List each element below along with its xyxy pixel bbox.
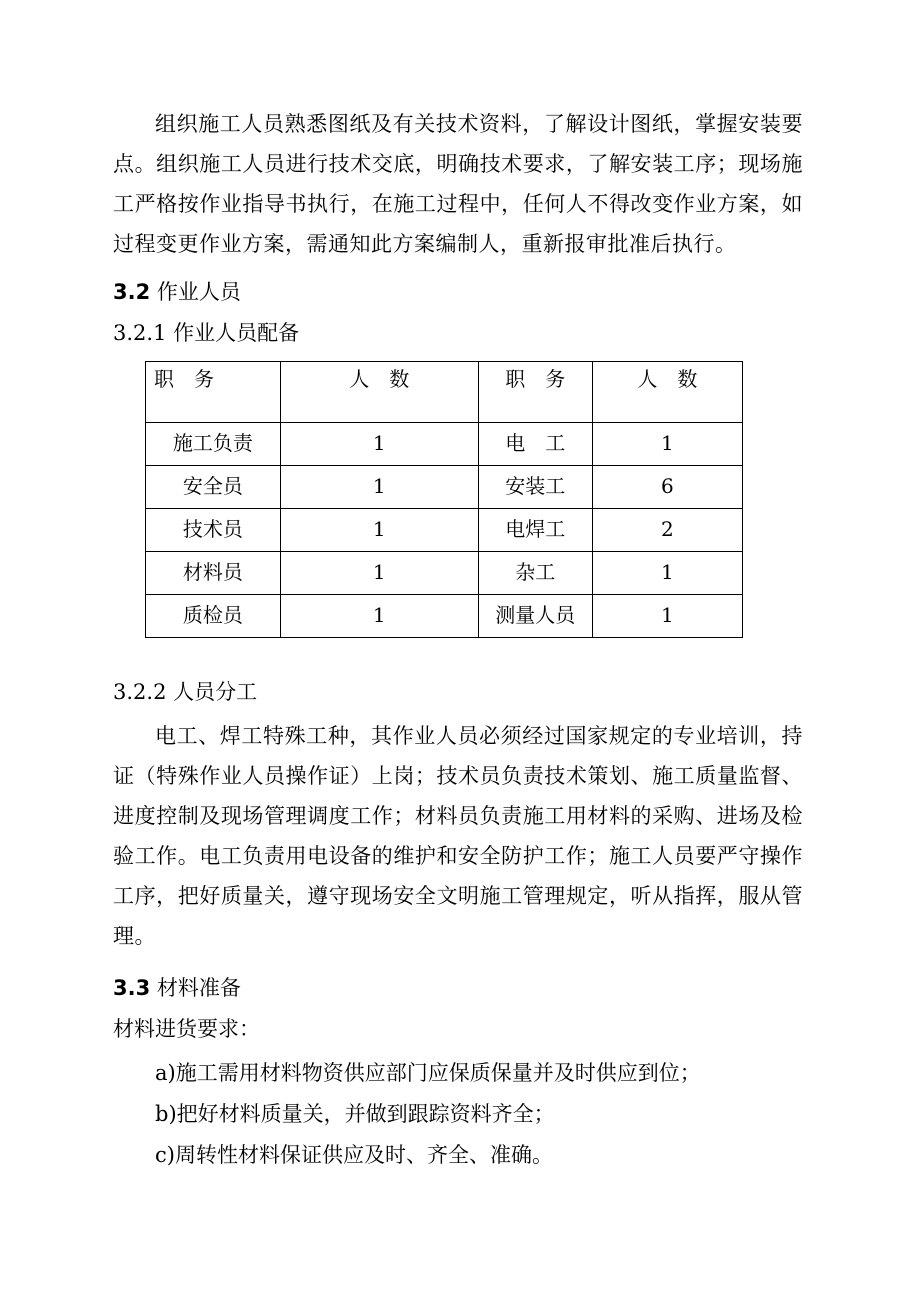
- table-cell: 1: [280, 466, 478, 509]
- division-paragraph: 电工、焊工特殊工种，其作业人员必须经过国家规定的专业培训，持证（特殊作业人员操作证）上岗；技术员负责技术策划、施工质量监督、进度控制及现场管理调度工作；材料员负责施工用材料的采购、进场及检验工作。电工负责用电设备的维护和安全防护工作；施工人员要严守操作工序，把好质量关，遵守现场安全文明施工管理规定，听从指挥，服从管理。: [113, 724, 803, 948]
- header-cell-count: 人 数: [592, 362, 742, 423]
- header-cell-position: 职 务: [146, 362, 281, 423]
- section-title: 人员分工: [173, 680, 258, 704]
- material-requirement-label: 材料进货要求：: [113, 1017, 260, 1041]
- header-cell-count: 人 数: [280, 362, 478, 423]
- table-row: [146, 509, 743, 552]
- section-title: 材料准备: [156, 976, 241, 1000]
- table-cell: 1: [592, 595, 742, 638]
- table-cell: 1: [592, 552, 742, 595]
- header-cell-position: 职 务: [478, 362, 592, 423]
- table-row: [146, 466, 743, 509]
- table-cell: 测量人员: [478, 595, 592, 638]
- table-cell: 1: [280, 552, 478, 595]
- table-cell: 6: [592, 466, 742, 509]
- table-row: [146, 423, 743, 466]
- section-number: 3.2.1: [113, 321, 167, 345]
- section-number: 3.2.2: [113, 680, 167, 704]
- table-cell: 安装工: [478, 466, 592, 509]
- table-cell: 1: [280, 509, 478, 552]
- table-cell: 材料员: [146, 552, 281, 595]
- table-row: [146, 552, 743, 595]
- section-number: 3.3: [113, 976, 151, 1000]
- section-3-2-heading: [113, 277, 241, 307]
- material-item: a)施工需用材料物资供应部门应保质保量并及时供应到位；: [155, 1061, 701, 1085]
- table-header-row: [146, 362, 743, 423]
- section-title: 作业人员配备: [173, 321, 300, 345]
- staffing-table: [145, 361, 743, 638]
- table-cell: 质检员: [146, 595, 281, 638]
- table-cell: 施工负责: [146, 423, 281, 466]
- table-cell: 1: [280, 595, 478, 638]
- section-3-2-1-heading: [113, 318, 299, 348]
- section-number: 3.2: [113, 280, 151, 304]
- section-3-3-heading: [113, 973, 241, 1003]
- table-row: [146, 595, 743, 638]
- intro-paragraph: 组织施工人员熟悉图纸及有关技术资料，了解设计图纸，掌握安装要点。组织施工人员进行技术交底，明确技术要求，了解安装工序；现场施工严格按作业指导书执行，在施工过程中，任何人不得改变作业方案，如过程变更作业方案，需通知此方案编制人，重新报审批准后执行。: [113, 112, 803, 256]
- table-cell: 杂工: [478, 552, 592, 595]
- table-cell: 1: [280, 423, 478, 466]
- table-cell: 1: [592, 423, 742, 466]
- table-cell: 电焊工: [478, 509, 592, 552]
- table-cell: 安全员: [146, 466, 281, 509]
- table-cell: 电 工: [478, 423, 592, 466]
- section-title: 作业人员: [156, 280, 241, 304]
- table-cell: 2: [592, 509, 742, 552]
- material-item: c)周转性材料保证供应及时、齐全、准确。: [155, 1143, 553, 1167]
- section-3-2-2-heading: [113, 677, 257, 707]
- material-item: b)把好材料质量关，并做到跟踪资料齐全；: [155, 1102, 555, 1126]
- table-cell: 技术员: [146, 509, 281, 552]
